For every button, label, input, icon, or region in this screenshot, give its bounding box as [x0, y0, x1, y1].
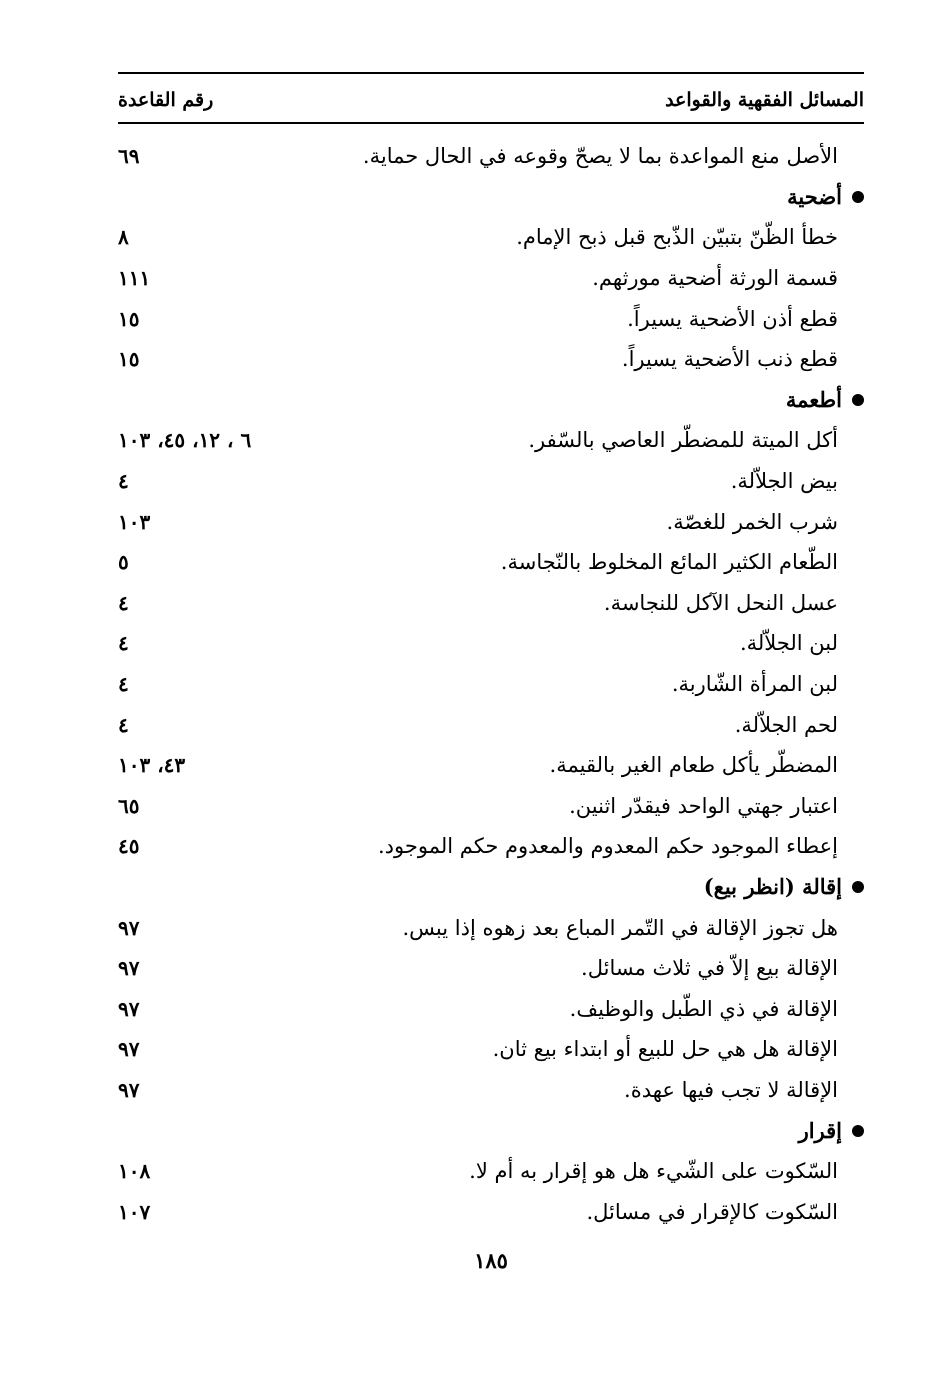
- index-entry-text: قسمة الورثة أضحية مورثهم.: [592, 266, 838, 291]
- index-entry: [118, 298, 864, 339]
- index-entry-text: الإقالة في ذي الطّبل والوظيف.: [569, 996, 838, 1021]
- index-entry-text: لبن الجلاّلة.: [739, 631, 838, 656]
- rule-number: ١٥: [118, 347, 140, 372]
- index-entry: [118, 745, 864, 786]
- index-entry-text: شرب الخمر للغصّة.: [666, 509, 838, 534]
- index-entry-text: السّكوت على الشّيء هل هو إقرار به أم لا.: [469, 1159, 838, 1184]
- index-entry: [118, 1070, 864, 1111]
- index-heading-text-group: [799, 1118, 864, 1143]
- rule-number: ١٥: [118, 306, 140, 331]
- rule-number: ٦٥: [118, 793, 140, 818]
- rule-number: ٨: [118, 225, 129, 250]
- index-heading-label: إقرار: [798, 1118, 842, 1144]
- page-number: ١٨٥: [474, 1248, 508, 1273]
- index-entry: [118, 217, 864, 258]
- rule-number: ٩٧: [118, 1037, 140, 1062]
- rule-number: ٤٥: [118, 834, 140, 859]
- rule-number: ١٠٧: [118, 1199, 151, 1224]
- index-entry-text: السّكوت كالإقرار في مسائل.: [586, 1199, 838, 1224]
- index-heading: [118, 1110, 864, 1151]
- rule-number: ٦٩: [118, 144, 140, 169]
- rule-number: ٤: [118, 712, 129, 737]
- index-entry-text: خطأ الظّنّ بتبيّن الذّبح قبل ذبح الإمام.: [516, 225, 838, 250]
- index-entry: [118, 420, 864, 461]
- index-entry: [118, 1191, 864, 1232]
- index-entry: [118, 988, 864, 1029]
- index-entry: [118, 258, 864, 299]
- rule-number: ٤: [118, 672, 129, 697]
- index-entry: [118, 501, 864, 542]
- index-heading-label: إقالة (انظر بيع): [703, 874, 842, 900]
- index-entry-text: عسل النحل الآكل للنجاسة.: [603, 590, 838, 615]
- rule-number: ١٠٨: [118, 1159, 151, 1184]
- index-entry-text: الإقالة بيع إلاّ في ثلاث مسائل.: [581, 956, 838, 981]
- bullet-icon: [852, 394, 864, 406]
- rule-number: ٦ ، ١٢، ٤٥، ١٠٣: [118, 428, 252, 453]
- index-heading-text-group: [787, 184, 864, 209]
- running-header-column-label: رقم القاعدة: [118, 89, 214, 111]
- index-heading: [118, 867, 864, 908]
- index-entry: [118, 1029, 864, 1070]
- index-entry: [118, 339, 864, 380]
- rule-number: ٩٧: [118, 996, 140, 1021]
- index-entry: [118, 826, 864, 867]
- index-heading-text-group: [786, 387, 864, 412]
- index-entry: [118, 1151, 864, 1192]
- index-heading-label: أطعمة: [785, 387, 842, 413]
- index-heading: [118, 177, 864, 218]
- index-entry-text: بيض الجلاّلة.: [730, 469, 838, 494]
- index-heading-label: أضحية: [787, 184, 842, 210]
- index-heading: [118, 380, 864, 421]
- index-entry-text: إعطاء الموجود حكم المعدوم والمعدوم حكم الموجود.: [378, 834, 838, 859]
- index-entry: [118, 542, 864, 583]
- running-header: [118, 80, 864, 120]
- rule-number: ٥: [118, 550, 129, 575]
- index-entry: [118, 623, 864, 664]
- index-entry-text: قطع ذنب الأضحية يسيراً.: [621, 347, 838, 372]
- index-entry: [118, 136, 864, 177]
- rule-number: ٤٣، ١٠٣: [118, 753, 186, 778]
- index-entry-text: الإقالة هل هي حل للبيع أو ابتداء بيع ثان.: [492, 1037, 838, 1062]
- bullet-icon: [852, 1125, 864, 1137]
- index-entry: [118, 907, 864, 948]
- index-entry-text: لبن المرأة الشّاربة.: [671, 672, 838, 697]
- index-entry-text: قطع أذن الأضحية يسيراً.: [627, 306, 838, 331]
- index-entry-text: الطّعام الكثير المائع المخلوط بالنّجاسة.: [500, 550, 838, 575]
- index-entry: [118, 948, 864, 989]
- rule-number: ٩٧: [118, 956, 140, 981]
- index-entry-text: الإقالة لا تجب فيها عهدة.: [624, 1077, 838, 1102]
- index-entry-text: هل تجوز الإقالة في التّمر المباع بعد زهوه إذا يبس.: [402, 915, 838, 940]
- bullet-icon: [852, 191, 864, 203]
- index-heading-text-group: [704, 874, 864, 899]
- rule-number: ١٠٣: [118, 509, 151, 534]
- index-entry-text: اعتبار جهتي الواحد فيقدّر اثنين.: [569, 793, 838, 818]
- index-entry: [118, 461, 864, 502]
- book-page: [118, 70, 864, 1300]
- index-entry: [118, 704, 864, 745]
- index-entry-text: الأصل منع المواعدة بما لا يصحّ وقوعه في الحال حماية.: [362, 144, 838, 169]
- header-rule-bottom: [118, 122, 864, 124]
- bullet-icon: [852, 881, 864, 893]
- index-entry: [118, 583, 864, 624]
- index-entries-list: [118, 136, 864, 1232]
- rule-number: ٤: [118, 590, 129, 615]
- header-rule-top: [118, 72, 864, 74]
- rule-number: ١١١: [118, 266, 151, 291]
- rule-number: ٤: [118, 631, 129, 656]
- index-entry: [118, 664, 864, 705]
- index-entry-text: أكل الميتة للمضطّر العاصي بالسّفر.: [528, 428, 838, 453]
- index-entry-text: المضطّر يأكل طعام الغير بالقيمة.: [549, 753, 838, 778]
- index-entry: [118, 786, 864, 827]
- rule-number: ٤: [118, 469, 129, 494]
- running-header-title: المسائل الفقهية والقواعد: [665, 89, 864, 111]
- rule-number: ٩٧: [118, 915, 140, 940]
- rule-number: ٩٧: [118, 1077, 140, 1102]
- index-entry-text: لحم الجلاّلة.: [734, 712, 838, 737]
